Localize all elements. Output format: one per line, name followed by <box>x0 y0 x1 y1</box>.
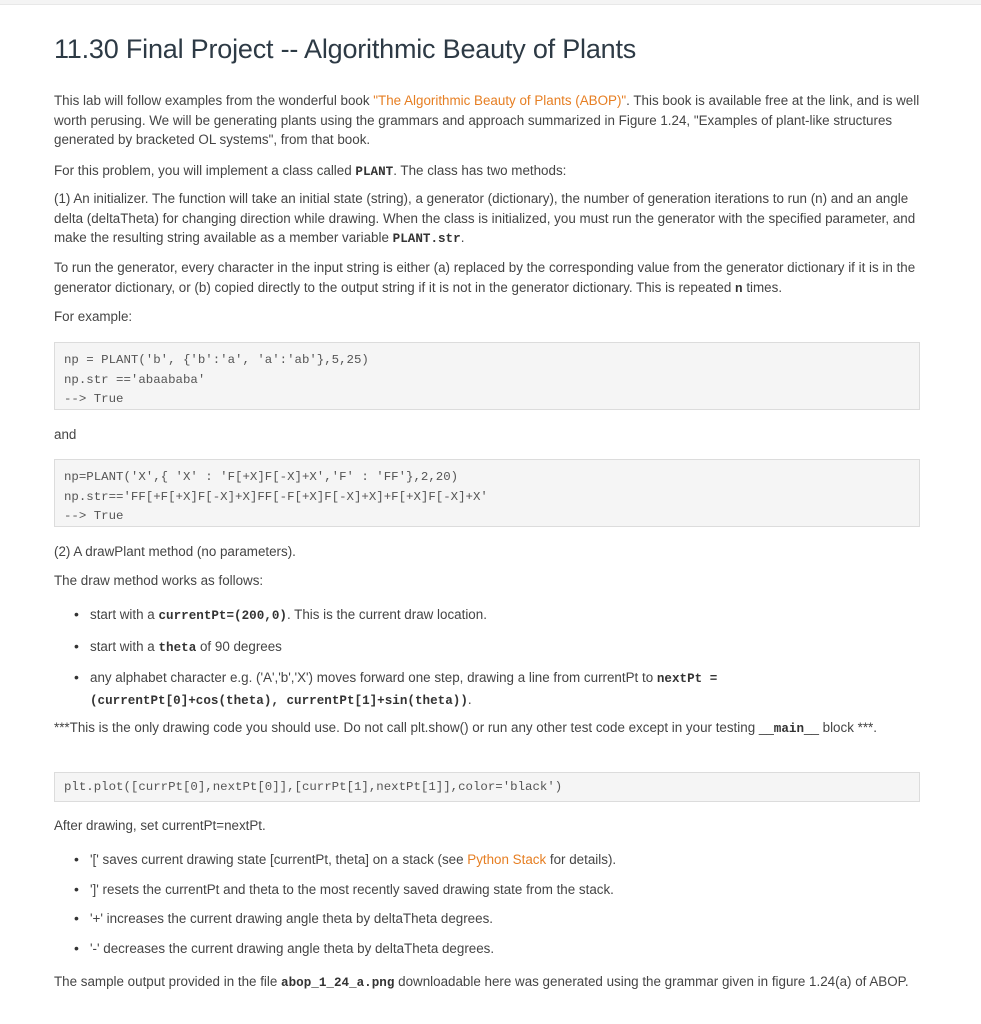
python-stack-link[interactable]: Python Stack <box>467 852 547 867</box>
plot-code: plt.plot([currPt[0],nextPt[0]],[currPt[1],nextPt[1]],color='black') <box>54 772 920 802</box>
next-pt-formula-code: (currentPt[0]+cos(theta), currentPt[1]+sin(theta)) <box>90 693 468 708</box>
list-text-2: . This is the current draw location. <box>286 607 487 622</box>
theta-code: theta <box>158 640 197 655</box>
list-item <box>54 939 922 959</box>
bullet-icon: • <box>74 939 79 956</box>
list-text: any alphabet character e.g. ('A','b','X') moves forward one step, drawing a line from currentPt to <box>90 670 657 685</box>
initializer-text: (1) An initializer. The function will take an initial state (string), a generator (dictionary), the number of generation iterations to run (n) and an angle delta (deltaTheta) for changing direction while drawing. When the class is initialized, you must run the generator with the specified parameter, and make the resulting string available as a member variable <box>54 191 916 245</box>
intro-text: This lab will follow examples from the wonderful book <box>54 93 374 108</box>
drawing-note <box>54 718 922 740</box>
list-text-2: . <box>467 691 472 707</box>
sample-output-paragraph <box>54 972 922 994</box>
main-code: main <box>773 722 805 736</box>
n-code: n <box>735 281 743 296</box>
page-title: 11.30 Final Project -- Algorithmic Beauty of Plants <box>54 34 637 64</box>
bullet-icon: • <box>74 669 79 685</box>
code-line: --> True <box>64 509 124 523</box>
bullet-icon: • <box>74 880 79 897</box>
draw-method-heading: (2) A drawPlant method (no parameters). <box>54 544 296 559</box>
abop-link[interactable]: "The Algorithmic Beauty of Plants (ABOP)" <box>373 93 627 108</box>
class-text-2: . The class has two methods: <box>393 163 567 178</box>
after-drawing-text: After drawing, set currentPt=nextPt. <box>54 818 266 833</box>
class-paragraph <box>54 161 922 183</box>
draw-steps-list <box>54 605 922 711</box>
generator-paragraph <box>54 258 922 299</box>
list-text: '-' decreases the current drawing angle theta by deltaTheta degrees. <box>90 940 495 956</box>
bullet-icon: • <box>74 637 79 654</box>
code-example-2 <box>54 459 920 527</box>
list-item <box>54 637 922 659</box>
next-pt-code: nextPt = <box>656 672 718 686</box>
bullet-icon: • <box>74 851 79 867</box>
code-line: np = PLANT('b', {'b':'a', 'a':'ab'},5,25) <box>64 353 369 367</box>
code-line: np=PLANT('X',{ 'X' : 'F[+X]F[-X]+X','F' : 'FF'},2,20) <box>64 470 459 484</box>
bullet-icon: • <box>74 910 79 926</box>
current-pt-code: currentPt=(200,0) <box>158 609 287 623</box>
intro-text-2: . This book is available free at the link, and is well worth perusing. We will be generating plants using the grammars and approach summarized in Figure 1.24, "Examples of plant-like structures generated by bracketed OL systems", from that book. <box>54 93 920 147</box>
list-item <box>54 909 922 929</box>
and-label: and <box>54 427 77 442</box>
list-item <box>54 605 922 627</box>
list-item <box>54 850 922 870</box>
initializer-text-2: . <box>460 230 465 245</box>
list-text: start with a <box>90 638 159 654</box>
list-item <box>54 880 922 900</box>
class-text: For this problem, you will implement a class called <box>54 163 356 178</box>
sample-text-2: downloadable here was generated using the grammar given in figure 1.24(a) of ABOP. <box>394 974 909 989</box>
list-text-2: of 90 degrees <box>196 638 282 654</box>
bullet-icon: • <box>74 606 79 622</box>
top-bar <box>0 0 981 5</box>
generator-text: To run the generator, every character in the input string is either (a) replaced by the corresponding value from the generator dictionary if it is in the generator dictionary, or (b) copied directly to the output string if it is not in the generator dictionary. This is repeated <box>54 260 916 295</box>
intro-paragraph <box>54 91 922 150</box>
list-text: '[' saves current drawing state [currentPt, theta] on a stack (see <box>90 852 468 867</box>
initializer-paragraph <box>54 189 922 250</box>
note-text: ***This is the only drawing code you should use. Do not call plt.show() or run any other test code except in your testing __ <box>54 720 774 735</box>
class-name-code: PLANT <box>355 165 394 179</box>
list-item <box>54 668 922 711</box>
code-line: np.str=='FF[+F[+X]F[-X]+X]FF[-F[+X]F[-X]+X]+F[+X]F[-X]+X' <box>64 489 488 504</box>
code-line: np.str =='abaababa' <box>64 372 206 387</box>
example-label: For example: <box>54 309 133 324</box>
note-text-2: __ block ***. <box>804 720 877 735</box>
list-text-2: for details). <box>546 852 617 867</box>
plant-str-code: PLANT.str <box>392 232 461 246</box>
sample-text: The sample output provided in the file <box>54 974 282 989</box>
symbol-rules-list <box>54 850 922 958</box>
generator-text-2: times. <box>742 279 783 295</box>
list-text: '+' increases the current drawing angle theta by deltaTheta degrees. <box>90 911 493 926</box>
filename-code: abop_1_24_a.png <box>281 976 395 990</box>
code-line: --> True <box>64 392 124 406</box>
list-text: start with a <box>90 607 159 622</box>
list-text: ']' resets the currentPt and theta to the most recently saved drawing state from the stack. <box>90 881 614 897</box>
draw-method-intro: The draw method works as follows: <box>54 573 264 588</box>
code-example-1 <box>54 342 920 410</box>
